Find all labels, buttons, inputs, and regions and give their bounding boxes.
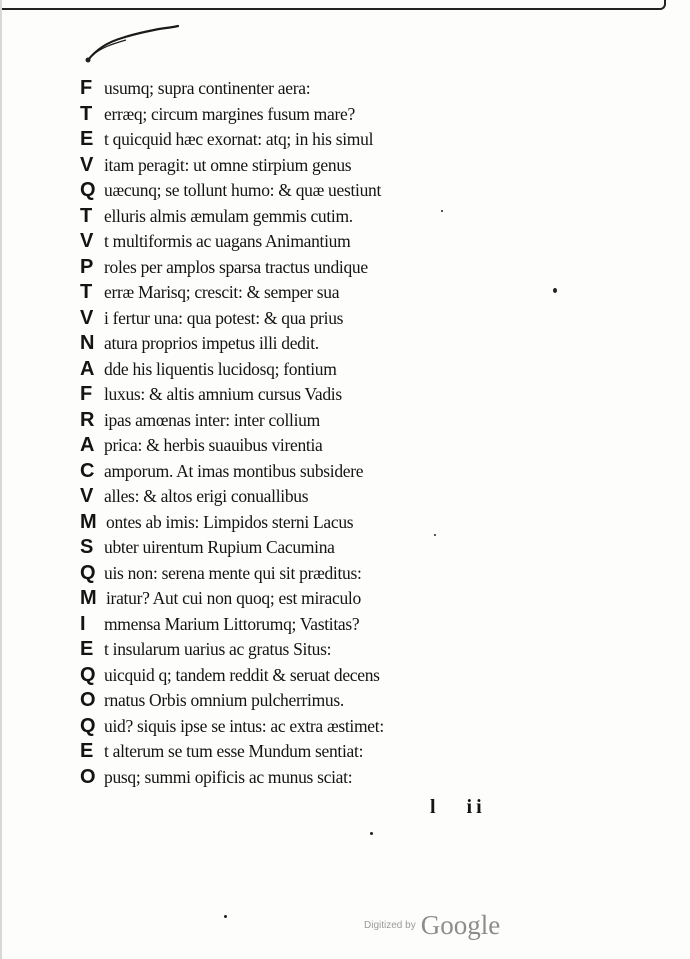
poem-line <box>80 382 520 408</box>
line-text: ubter uirentum Rupium Cacumina <box>104 537 335 557</box>
poem-line <box>80 535 520 561</box>
line-text: uicquid q; tandem reddit & seruat decens <box>104 664 380 685</box>
poem-line <box>80 714 520 740</box>
poem-line <box>80 229 520 255</box>
line-initial: P <box>80 255 94 278</box>
signature-mark: l ii <box>430 796 486 818</box>
poem-line <box>80 178 520 204</box>
poem-line <box>80 586 520 612</box>
line-text: erræ Marisq; crescit: & semper sua <box>104 282 340 302</box>
page-left-edge <box>0 0 2 959</box>
poem-line <box>80 331 520 357</box>
line-text: iratur? Aut cui non quoq; est miraculo <box>106 588 361 608</box>
poem-line <box>80 306 520 332</box>
line-text: luxus: & altis amnium cursus Vadis <box>104 384 342 404</box>
line-initial: C <box>80 459 95 482</box>
line-text: mmensa Marium Littorumq; Vastitas? <box>104 613 360 634</box>
line-text: t quicquid hæc exornat: atq; in his simul <box>104 129 374 149</box>
poem-line <box>80 153 520 179</box>
line-text: uid? siquis ipse se intus: ac extra æstimet: <box>104 715 384 736</box>
watermark-prefix: Digitized by <box>364 920 416 931</box>
poem-line <box>80 357 520 383</box>
poem-line <box>80 561 520 587</box>
line-initial: O <box>80 689 96 711</box>
line-initial: Q <box>80 663 96 686</box>
poem-line <box>80 127 520 153</box>
line-text: itam peragit: ut omne stirpium genus <box>104 154 352 175</box>
line-text: t insularum uarius ac gratus Situs: <box>104 639 332 659</box>
line-text: elluris almis æmulam gemmis cutim. <box>104 205 353 226</box>
line-initial: Q <box>80 561 96 584</box>
line-text: atura proprios impetus illi dedit. <box>104 333 319 353</box>
line-text: rnatus Orbis omnium pulcherrimus. <box>104 690 344 710</box>
line-initial: E <box>80 740 94 762</box>
page-top-edge <box>0 0 666 10</box>
line-initial: F <box>80 383 92 405</box>
line-initial: V <box>80 485 94 507</box>
line-text: prica: & herbis suauibus virentia <box>104 435 323 455</box>
poem-line <box>80 204 520 230</box>
line-text: pusq; summi opificis ac munus sciat: <box>104 766 353 787</box>
line-initial: M <box>80 510 97 533</box>
line-initial: T <box>80 204 92 227</box>
ink-speck <box>553 288 557 293</box>
poem-line <box>80 76 520 102</box>
poem-lines <box>80 76 520 790</box>
line-initial: V <box>80 153 94 176</box>
line-text: t multiformis ac uagans Animantium <box>104 231 351 251</box>
poem-line <box>80 765 520 791</box>
line-text: alles: & altos erigi conuallibus <box>104 486 309 506</box>
line-initial: E <box>80 638 94 660</box>
line-initial: E <box>80 128 94 150</box>
line-text: usumq; supra continenter aera: <box>104 78 311 98</box>
line-initial: I <box>80 612 86 635</box>
ink-speck <box>434 534 436 536</box>
line-text: ipas amœnas inter: inter collium <box>104 409 320 430</box>
line-text: dde his liquentis lucidosq; fontium <box>104 358 337 379</box>
line-initial: V <box>80 306 94 329</box>
poem-line <box>80 612 520 638</box>
line-initial: M <box>80 587 97 609</box>
watermark-brand: Google <box>420 910 501 940</box>
poem-line <box>80 637 520 663</box>
poem-line <box>80 255 520 281</box>
line-initial: O <box>80 765 96 788</box>
line-initial: Q <box>80 714 96 737</box>
poem-line <box>80 663 520 689</box>
poem-line <box>80 408 520 434</box>
poem-line <box>80 688 520 714</box>
line-text: erræq; circum margines fusum mare? <box>104 103 355 124</box>
line-initial: N <box>80 332 95 354</box>
poem-line <box>80 484 520 510</box>
poem-line <box>80 459 520 485</box>
ink-speck <box>441 210 443 212</box>
line-initial: F <box>80 77 92 99</box>
poem-line <box>80 739 520 765</box>
line-initial: R <box>80 408 95 431</box>
line-initial: A <box>80 357 95 380</box>
poem-line <box>80 433 520 459</box>
ink-speck <box>370 832 373 835</box>
line-initial: T <box>80 102 92 125</box>
line-text: roles per amplos sparsa tractus undique <box>104 256 368 277</box>
poem-line <box>80 102 520 128</box>
line-text: i fertur una: qua potest: & qua prius <box>104 307 344 328</box>
line-text: uæcunq; se tollunt humo: & quæ uestiunt <box>104 180 382 200</box>
digitized-watermark <box>364 910 500 941</box>
ink-speck <box>224 915 227 918</box>
poem-line <box>80 280 520 306</box>
line-text: uis non: serena mente qui sit præditus: <box>104 562 362 583</box>
line-text: t alterum se tum esse Mundum sentiat: <box>104 741 364 761</box>
poem-line <box>80 510 520 536</box>
line-initial: S <box>80 536 94 558</box>
line-text: ontes ab imis: Limpidos sterni Lacus <box>106 511 354 532</box>
line-initial: A <box>80 434 95 456</box>
line-text: amporum. At imas montibus subsidere <box>104 460 364 481</box>
ink-scrawl <box>82 20 192 70</box>
line-initial: V <box>80 230 94 252</box>
line-initial: T <box>80 281 92 303</box>
ink-speck <box>86 58 90 62</box>
line-initial: Q <box>80 179 96 201</box>
